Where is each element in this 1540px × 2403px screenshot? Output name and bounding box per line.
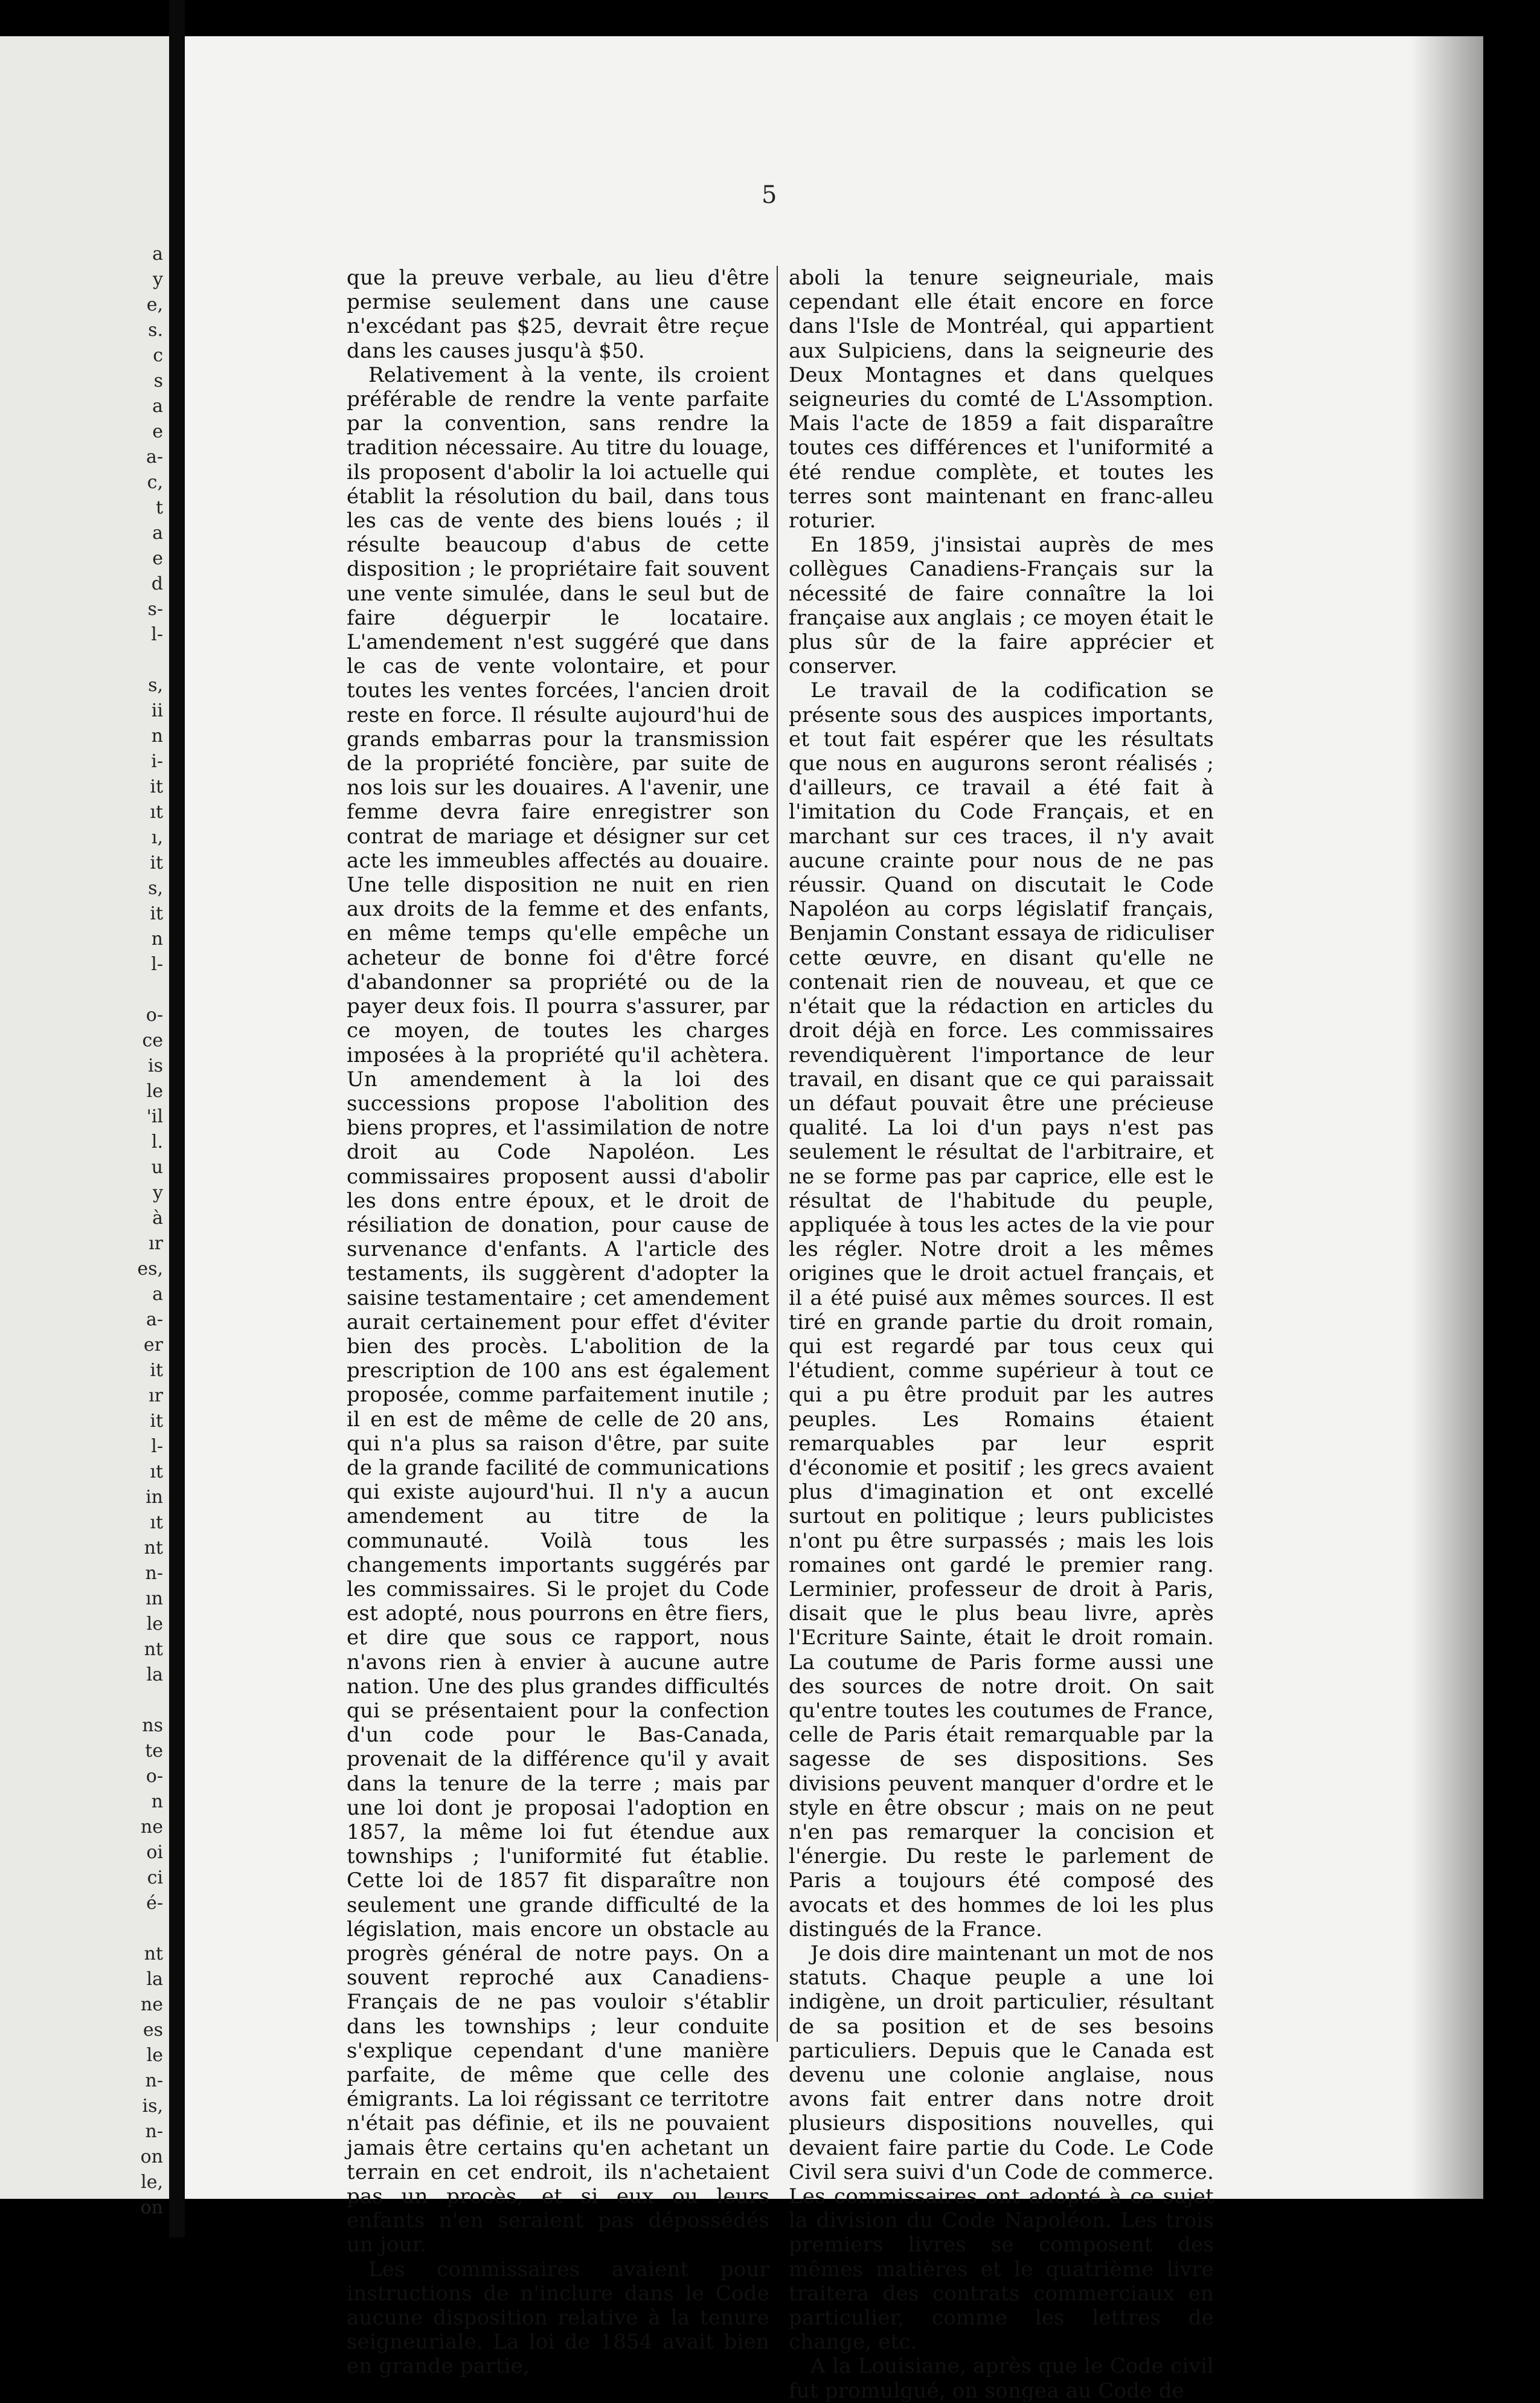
- paragraph: Relativement à la vente, ils croient préférable de rendre la vente parfaite par la convention, sans rendre la tradition nécessaire. Au titre du louage, ils proposent d'abolir la loi actuelle qui établit la résolution du bail, dans tous les cas de vente des biens loués ; il résulte beaucoup d'abus de cette disposition ; le propriétaire fait souvent une vente simulée, dans le seul but de faire déguerpir le locataire. L'amendement n'est suggéré que dans le cas de vente volontaire, et pour toutes les ventes forcées, l'ancien droit reste en force. Il résulte aujourd'hui de grands embarras pour la transmission de la propriété foncière, par suite de nos lois sur les douaires. A l'avenir, une femme devra faire enregistrer son contrat de mariage et désigner sur cet acte les immeubles affectés au douaire. Une telle disposition ne nuit en rien aux droits de la femme et des enfants, en même temps qu'elle empêche un acheteur de bonne foi d'être forcé d'abandonner sa propriété ou de la payer deux fois. Il pourra s'assurer, par ce moyen, de toutes les charges imposées à la propriété qu'il achètera. Un amendement à la loi des successions propose l'abolition des biens propres, et l'assimilation de notre droit au Code Napoléon. Les commissaires proposent aussi d'abolir les dons entre époux, et le droit de résiliation de donation, pour cause de survenance d'enfants. A l'article des testaments, ils suggèrent d'adopter la saisine testamentaire ; cet amendement aurait certainement pour effet d'éviter bien des procès. L'abolition de la prescription de 100 ans est également proposée, comme parfaitement inutile ; il en est de même de celle de 20 ans, qui n'a plus sa raison d'être, par suite de la grande facilité de communications qui existe aujourd'hui. Il n'y a aucun amendement au titre de la communauté. Voilà tous les changements importants suggérés par les commissaires. Si le projet du Code est adopté, nous pourrons en être fiers, et dire que sous ce rapport, nous n'avons rien à envier à aucune autre nation. Une des plus grandes difficultés qui se présentaient pour la confection d'un code pour le Bas-Canada, provenait de la différence qu'il y avait dans la tenure de la terre ; mais par une loi dont je proposai l'adoption en 1857, la même loi fut étendue aux townships ; l'uniformité fut établie. Cette loi de 1857 fit disparaître non seulement une grande difficulté de la législation, mais encore un obstacle au progrès général de notre pays. On a souvent reproché aux Canadiens-Français de ne pas vouloir s'établir dans les townships ; leur conduite s'explique cependant d'une manière parfaite, de même que celle des émigrants. La loi régissant ce territotre n'était pas définie, et ils ne pouvaient jamais être certains qu'en achetant un terrain en cet endroit, ils n'achetaient pas un procès, et si eux ou leurs enfants n'en seraient pas dépossédés un jour.: [347, 362, 769, 2257]
- right-column: [789, 266, 1214, 2403]
- previous-page-edge: [0, 36, 169, 2218]
- scanned-page: [185, 36, 1483, 2403]
- column-divider: [777, 266, 778, 2042]
- paragraph: que la preuve verbale, au lieu d'être permise seulement dans une cause n'excédant pas $25, devrait être reçue dans les causes jusqu'à $50.: [347, 266, 769, 363]
- page-curl-shadow: [1411, 36, 1483, 2199]
- paragraph: Le travail de la codification se présente sous des auspices importants, et tout fait espérer que les résultats que nous en augurons seront réalisés ; d'ailleurs, ce travail a été fait à l'imitation du Code Français, et en marchant sur ces traces, il n'y avait aucune crainte pour nous de ne pas réussir. Quand on discutait le Code Napoléon au corps législatif français, Benjamin Constant essaya de ridiculiser cette œuvre, en disant qu'elle ne contenait rien de nouveau, et que ce n'était que la rédaction en articles du droit déjà en force. Les commissaires revendiquèrent l'importance de leur travail, en disant que ce qui paraissait un défaut pouvait être une précieuse qualité. La loi d'un pays n'est pas seulement le résultat de l'arbitraire, et ne se forme pas par caprice, elle est le résultat de l'habitude du peuple, appliquée à tous les actes de la vie pour les régler. Notre droit a les mêmes origines que le droit actuel français, et il a été puisé aux mêmes sources. Il est tiré en grande partie du droit romain, qui est regardé par tous ceux qui l'étudient, comme supérieur à tout ce qui a pu être produit par les autres peuples. Les Romains étaient remarquables par leur esprit d'économie et positif ; les grecs avaient plus d'imagination et ont excellé surtout en politique ; leurs publicistes n'ont pu être surpassés ; mais les lois romaines ont gardé le premier rang. Lerminier, professeur de droit à Paris, disait que le plus beau livre, après l'Ecriture Sainte, était le droit romain. La coutume de Paris forme aussi une des sources de notre droit. On sait qu'entre toutes les coutumes de France, celle de Paris était remarquable par la sagesse de ses dispositions. Ses divisions peuvent manquer d'ordre et le style en être obscur ; mais on ne peut n'en pas remarquer la concision et l'énergie. Du reste le parlement de Paris a toujours été composé des avocats et des hommes de loi les plus distingués de la France.: [789, 678, 1214, 1941]
- paragraph: aboli la tenure seigneuriale, mais cependant elle était encore en force dans l'Isle de Montréal, qui appartient aux Sulpiciens, dans la seigneurie des Deux Montagnes et dans quelques seigneuries du comté de L'Assomption. Mais l'acte de 1859 a fait disparaître toutes ces différences et l'uniformité a été rendue complète, et toutes les terres sont maintenant en franc-alleu roturier.: [789, 266, 1214, 533]
- paragraph: Je dois dire maintenant un mot de nos statuts. Chaque peuple a une loi indigène, un droit particulier, résultant de sa position et de ses besoins particuliers. Depuis que le Canada est devenu une colonie anglaise, nous avons fait entrer dans notre droit plusieurs dispositions nouvelles, qui devaient faire partie du Code. Le Code Civil sera suivi d'un Code de commerce. Les commissaires ont adopté à ce sujet la division du Code Napoléon. Les trois premiers livres se composent des mêmes matières et le quatrième livre traitera des contrats commerciaux en particulier, comme les lettres de change, etc.: [789, 1941, 1214, 2355]
- paragraph: En 1859, j'insistai auprès de mes collègues Canadiens-Français sur la nécessité de faire connaître la loi française aux anglais ; ce moyen était le plus sûr de la faire apprécier et conserver.: [789, 533, 1214, 679]
- left-column: [347, 266, 769, 2379]
- page-number: 5: [762, 181, 777, 209]
- paragraph: Les commissaires avaient pour instructions de n'inclure dans le Code aucune disposition relative à la tenure seigneuriale. La loi de 1854 avait bien en grande partie,: [347, 2257, 769, 2379]
- paragraph: A la Louisiane, après que le Code civil fut promulgué, on songea au Code de: [789, 2354, 1214, 2403]
- previous-page-text-fragments: a y e, s. c s a e a- c, t a e d s- l- s, ii n i- it ıt ı, it s, it n l- o- ce is le 'il l. u y à ır es, a a- er it ır it l- ıt in ıt nt n- ın le nt la ns te o- n ne oi ci é- nt la ne es le n- is, n- on le, on: [137, 243, 163, 2218]
- page-gutter: [169, 0, 185, 2237]
